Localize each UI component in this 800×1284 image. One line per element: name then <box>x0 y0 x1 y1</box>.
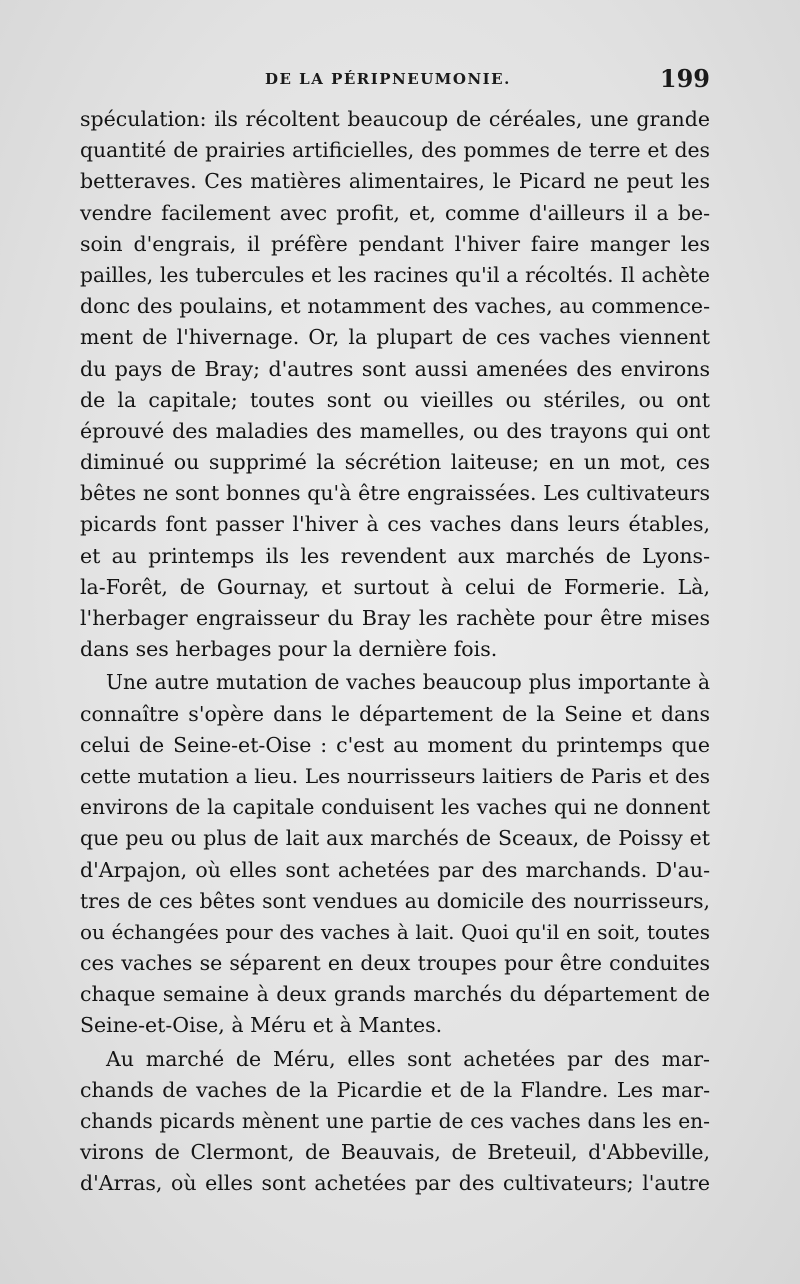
text-line: environs de la capitale conduisent les vaches qui ne donnent <box>80 795 710 820</box>
text-line: ou échangées pour des vaches à lait. Quoi qu'il en soit, toutes <box>80 919 710 944</box>
text-line: diminué ou supprimé la sécrétion laiteuse; en un mot, ces <box>80 450 710 475</box>
text-line: d'Arras, où elles sont achetées par des cultivateurs; l'autre <box>80 1171 710 1196</box>
page-number: 199 <box>659 64 710 93</box>
text-line: ces vaches se séparent en deux troupes pour être conduites <box>80 951 710 976</box>
text-line: Une autre mutation de vaches beaucoup plus importante à <box>106 670 710 695</box>
paragraph-2 <box>80 667 710 1041</box>
text-line: quantité de prairies artificielles, des pommes de terre et des <box>80 138 710 163</box>
text-line: soin d'engrais, il préfère pendant l'hiver faire manger les <box>80 231 710 256</box>
text-line: picards font passer l'hiver à ces vaches dans leurs étables, <box>80 512 710 537</box>
text-line: bêtes ne sont bonnes qu'à être engraissées. Les cultivateurs <box>80 481 710 506</box>
text-line: betteraves. Ces matières alimentaires, le Picard ne peut les <box>80 169 710 194</box>
text-line: celui de Seine-et-Oise : c'est au moment du printemps que <box>80 732 710 757</box>
text-line: la-Forêt, de Gournay, et surtout à celui de Formerie. Là, <box>80 574 710 599</box>
text-line: donc des poulains, et notamment des vaches, au commence- <box>80 294 710 319</box>
text-line: dans ses herbages pour la dernière fois. <box>80 637 498 662</box>
text-line: du pays de Bray; d'autres sont aussi amenées des environs <box>80 356 710 381</box>
text-line: connaître s'opère dans le département de la Seine et dans <box>80 701 710 726</box>
text-line: ment de l'hivernage. Or, la plupart de ces vaches viennent <box>80 325 710 350</box>
text-line: chands picards mènent une partie de ces vaches dans les en- <box>80 1109 710 1133</box>
running-head <box>80 64 710 98</box>
text-line: tres de ces bêtes sont vendues au domicile des nourrisseurs, <box>80 888 710 913</box>
text-line: Seine-et-Oise, à Méru et à Mantes. <box>80 1013 443 1038</box>
text-line: vendre facilement avec profit, et, comme d'ailleurs il a be- <box>80 200 710 225</box>
text-line: que peu ou plus de lait aux marchés de Sceaux, de Poissy et <box>80 826 710 851</box>
text-line: l'herbager engraisseur du Bray les rachète pour être mises <box>80 606 710 630</box>
text-line: virons de Clermont, de Beauvais, de Breteuil, d'Abbeville, <box>80 1140 710 1165</box>
text-line: Au marché de Méru, elles sont achetées par des mar- <box>106 1046 710 1071</box>
body-text <box>80 104 710 1200</box>
text-line: cette mutation a lieu. Les nourrisseurs laitiers de Paris et des <box>80 763 710 788</box>
text-line: pailles, les tubercules et les racines qu'il a récoltés. Il achète <box>80 262 710 287</box>
text-line: d'Arpajon, où elles sont achetées par des marchands. D'au- <box>80 857 710 882</box>
text-line: éprouvé des maladies des mamelles, ou des trayons qui ont <box>80 418 710 443</box>
running-title: DE LA PÉRIPNEUMONIE. <box>265 70 511 88</box>
paragraph-1 <box>80 104 710 665</box>
text-line: chands de vaches de la Picardie et de la Flandre. Les mar- <box>80 1077 710 1102</box>
paragraph-3 <box>80 1044 710 1200</box>
text-line: chaque semaine à deux grands marchés du département de <box>80 982 710 1007</box>
text-line: de la capitale; toutes sont ou vieilles ou stériles, ou ont <box>80 387 710 412</box>
text-line: spéculation: ils récoltent beaucoup de céréales, une grande <box>80 107 710 131</box>
text-line: et au printemps ils les revendent aux marchés de Lyons- <box>80 543 710 568</box>
